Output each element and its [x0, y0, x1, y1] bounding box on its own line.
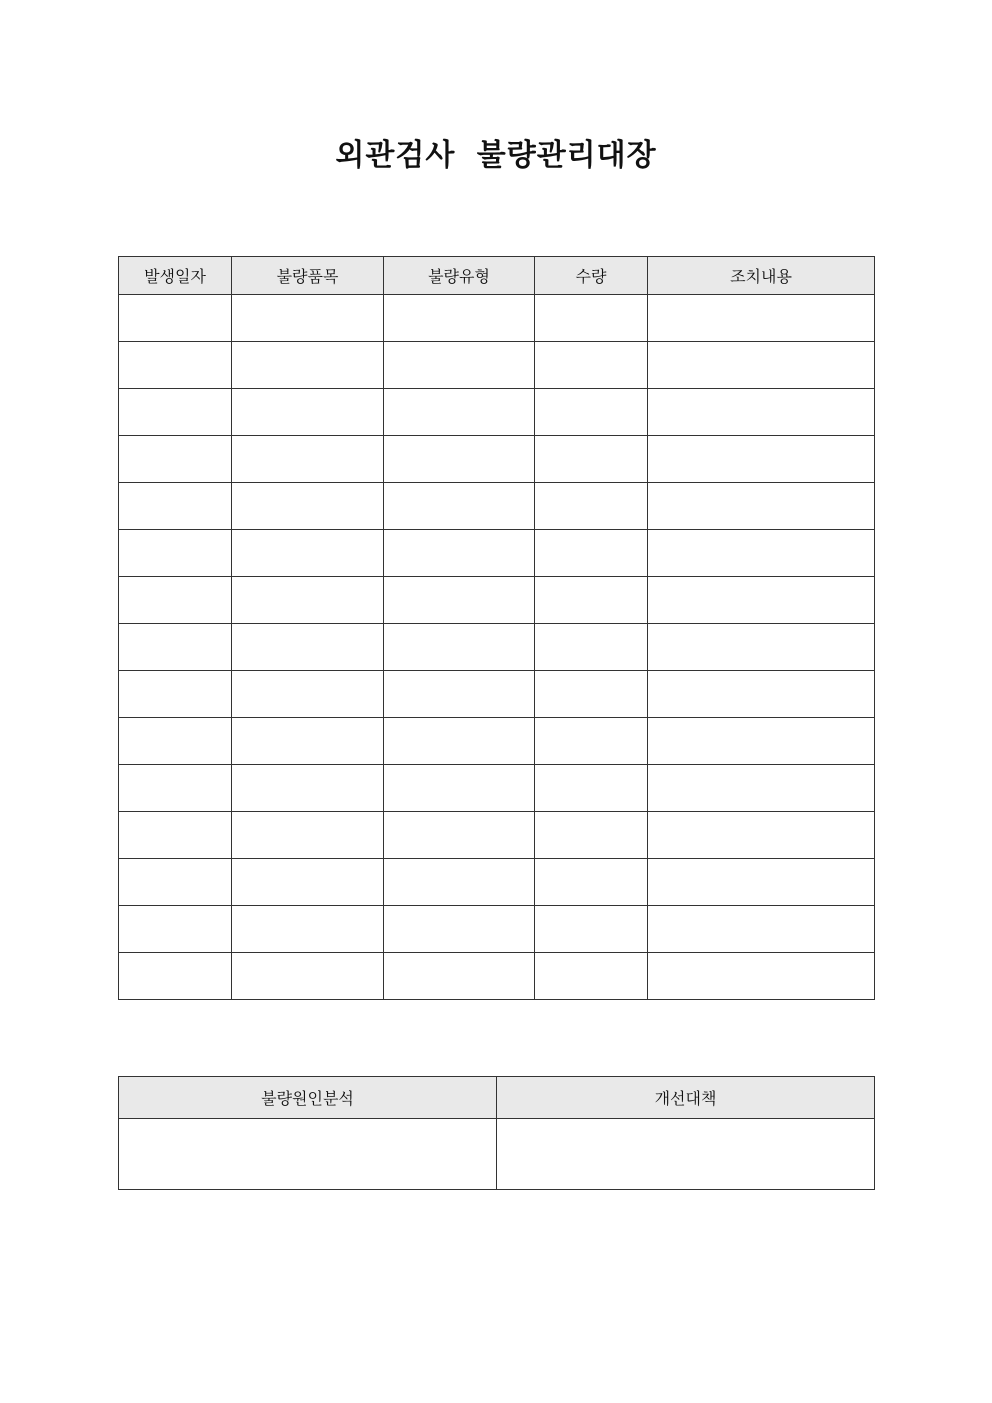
item-cell[interactable] — [232, 953, 384, 1000]
action-cell[interactable] — [648, 577, 875, 624]
quantity-cell[interactable] — [535, 483, 648, 530]
type-cell[interactable] — [384, 436, 535, 483]
action-cell[interactable] — [648, 483, 875, 530]
action-cell[interactable] — [648, 953, 875, 1000]
item-cell[interactable] — [232, 530, 384, 577]
action-cell[interactable] — [648, 765, 875, 812]
type-cell[interactable] — [384, 342, 535, 389]
analysis-table — [118, 1076, 875, 1190]
item-cell[interactable] — [232, 342, 384, 389]
quantity-cell[interactable] — [535, 342, 648, 389]
date-cell[interactable] — [119, 483, 232, 530]
date-cell[interactable] — [119, 718, 232, 765]
date-cell[interactable] — [119, 530, 232, 577]
item-cell[interactable] — [232, 859, 384, 906]
cause-analysis-cell[interactable] — [119, 1119, 497, 1190]
quantity-cell[interactable] — [535, 624, 648, 671]
type-cell[interactable] — [384, 671, 535, 718]
type-cell[interactable] — [384, 953, 535, 1000]
quantity-cell[interactable] — [535, 671, 648, 718]
date-cell[interactable] — [119, 342, 232, 389]
column-header-date: 발생일자 — [119, 257, 232, 295]
table-row — [119, 906, 875, 953]
item-cell[interactable] — [232, 671, 384, 718]
date-cell[interactable] — [119, 906, 232, 953]
date-cell[interactable] — [119, 812, 232, 859]
quantity-cell[interactable] — [535, 436, 648, 483]
type-cell[interactable] — [384, 765, 535, 812]
action-cell[interactable] — [648, 624, 875, 671]
table-row — [119, 953, 875, 1000]
table-row — [119, 671, 875, 718]
table-row — [119, 718, 875, 765]
quantity-cell[interactable] — [535, 812, 648, 859]
type-cell[interactable] — [384, 859, 535, 906]
date-cell[interactable] — [119, 436, 232, 483]
date-cell[interactable] — [119, 953, 232, 1000]
quantity-cell[interactable] — [535, 906, 648, 953]
action-cell[interactable] — [648, 812, 875, 859]
quantity-cell[interactable] — [535, 953, 648, 1000]
type-cell[interactable] — [384, 812, 535, 859]
page-title: 외관검사 불량관리대장 — [335, 138, 657, 173]
item-cell[interactable] — [232, 765, 384, 812]
type-cell[interactable] — [384, 577, 535, 624]
column-header-item: 불량품목 — [232, 257, 384, 295]
ledger-body — [119, 295, 875, 1000]
improvement-cell[interactable] — [497, 1119, 875, 1190]
item-cell[interactable] — [232, 389, 384, 436]
quantity-cell[interactable] — [535, 718, 648, 765]
type-cell[interactable] — [384, 389, 535, 436]
action-cell[interactable] — [648, 906, 875, 953]
quantity-cell[interactable] — [535, 859, 648, 906]
analysis-row — [119, 1119, 875, 1190]
quantity-cell[interactable] — [535, 577, 648, 624]
action-cell[interactable] — [648, 859, 875, 906]
action-cell[interactable] — [648, 389, 875, 436]
quantity-cell[interactable] — [535, 530, 648, 577]
action-cell[interactable] — [648, 342, 875, 389]
table-row — [119, 483, 875, 530]
date-cell[interactable] — [119, 671, 232, 718]
table-row — [119, 859, 875, 906]
column-header-action: 조치내용 — [648, 257, 875, 295]
table-row — [119, 530, 875, 577]
action-cell[interactable] — [648, 295, 875, 342]
quantity-cell[interactable] — [535, 389, 648, 436]
item-cell[interactable] — [232, 295, 384, 342]
action-cell[interactable] — [648, 436, 875, 483]
item-cell[interactable] — [232, 906, 384, 953]
table-row — [119, 624, 875, 671]
ledger-header-row — [119, 257, 875, 295]
date-cell[interactable] — [119, 624, 232, 671]
quantity-cell[interactable] — [535, 295, 648, 342]
type-cell[interactable] — [384, 718, 535, 765]
defect-ledger-table — [118, 256, 875, 1000]
type-cell[interactable] — [384, 483, 535, 530]
table-row — [119, 765, 875, 812]
item-cell[interactable] — [232, 436, 384, 483]
column-header-quantity: 수량 — [535, 257, 648, 295]
action-cell[interactable] — [648, 671, 875, 718]
date-cell[interactable] — [119, 859, 232, 906]
column-header-type: 불량유형 — [384, 257, 535, 295]
quantity-cell[interactable] — [535, 765, 648, 812]
table-row — [119, 577, 875, 624]
type-cell[interactable] — [384, 530, 535, 577]
item-cell[interactable] — [232, 718, 384, 765]
item-cell[interactable] — [232, 483, 384, 530]
table-row — [119, 295, 875, 342]
analysis-header-row — [119, 1077, 875, 1119]
item-cell[interactable] — [232, 812, 384, 859]
action-cell[interactable] — [648, 530, 875, 577]
date-cell[interactable] — [119, 389, 232, 436]
column-header-cause-analysis: 불량원인분석 — [119, 1077, 497, 1119]
type-cell[interactable] — [384, 295, 535, 342]
date-cell[interactable] — [119, 765, 232, 812]
action-cell[interactable] — [648, 718, 875, 765]
table-row — [119, 342, 875, 389]
date-cell[interactable] — [119, 295, 232, 342]
table-row — [119, 389, 875, 436]
type-cell[interactable] — [384, 624, 535, 671]
table-row — [119, 436, 875, 483]
item-cell[interactable] — [232, 577, 384, 624]
item-cell[interactable] — [232, 624, 384, 671]
type-cell[interactable] — [384, 906, 535, 953]
column-header-improvement: 개선대책 — [497, 1077, 875, 1119]
table-row — [119, 812, 875, 859]
date-cell[interactable] — [119, 577, 232, 624]
